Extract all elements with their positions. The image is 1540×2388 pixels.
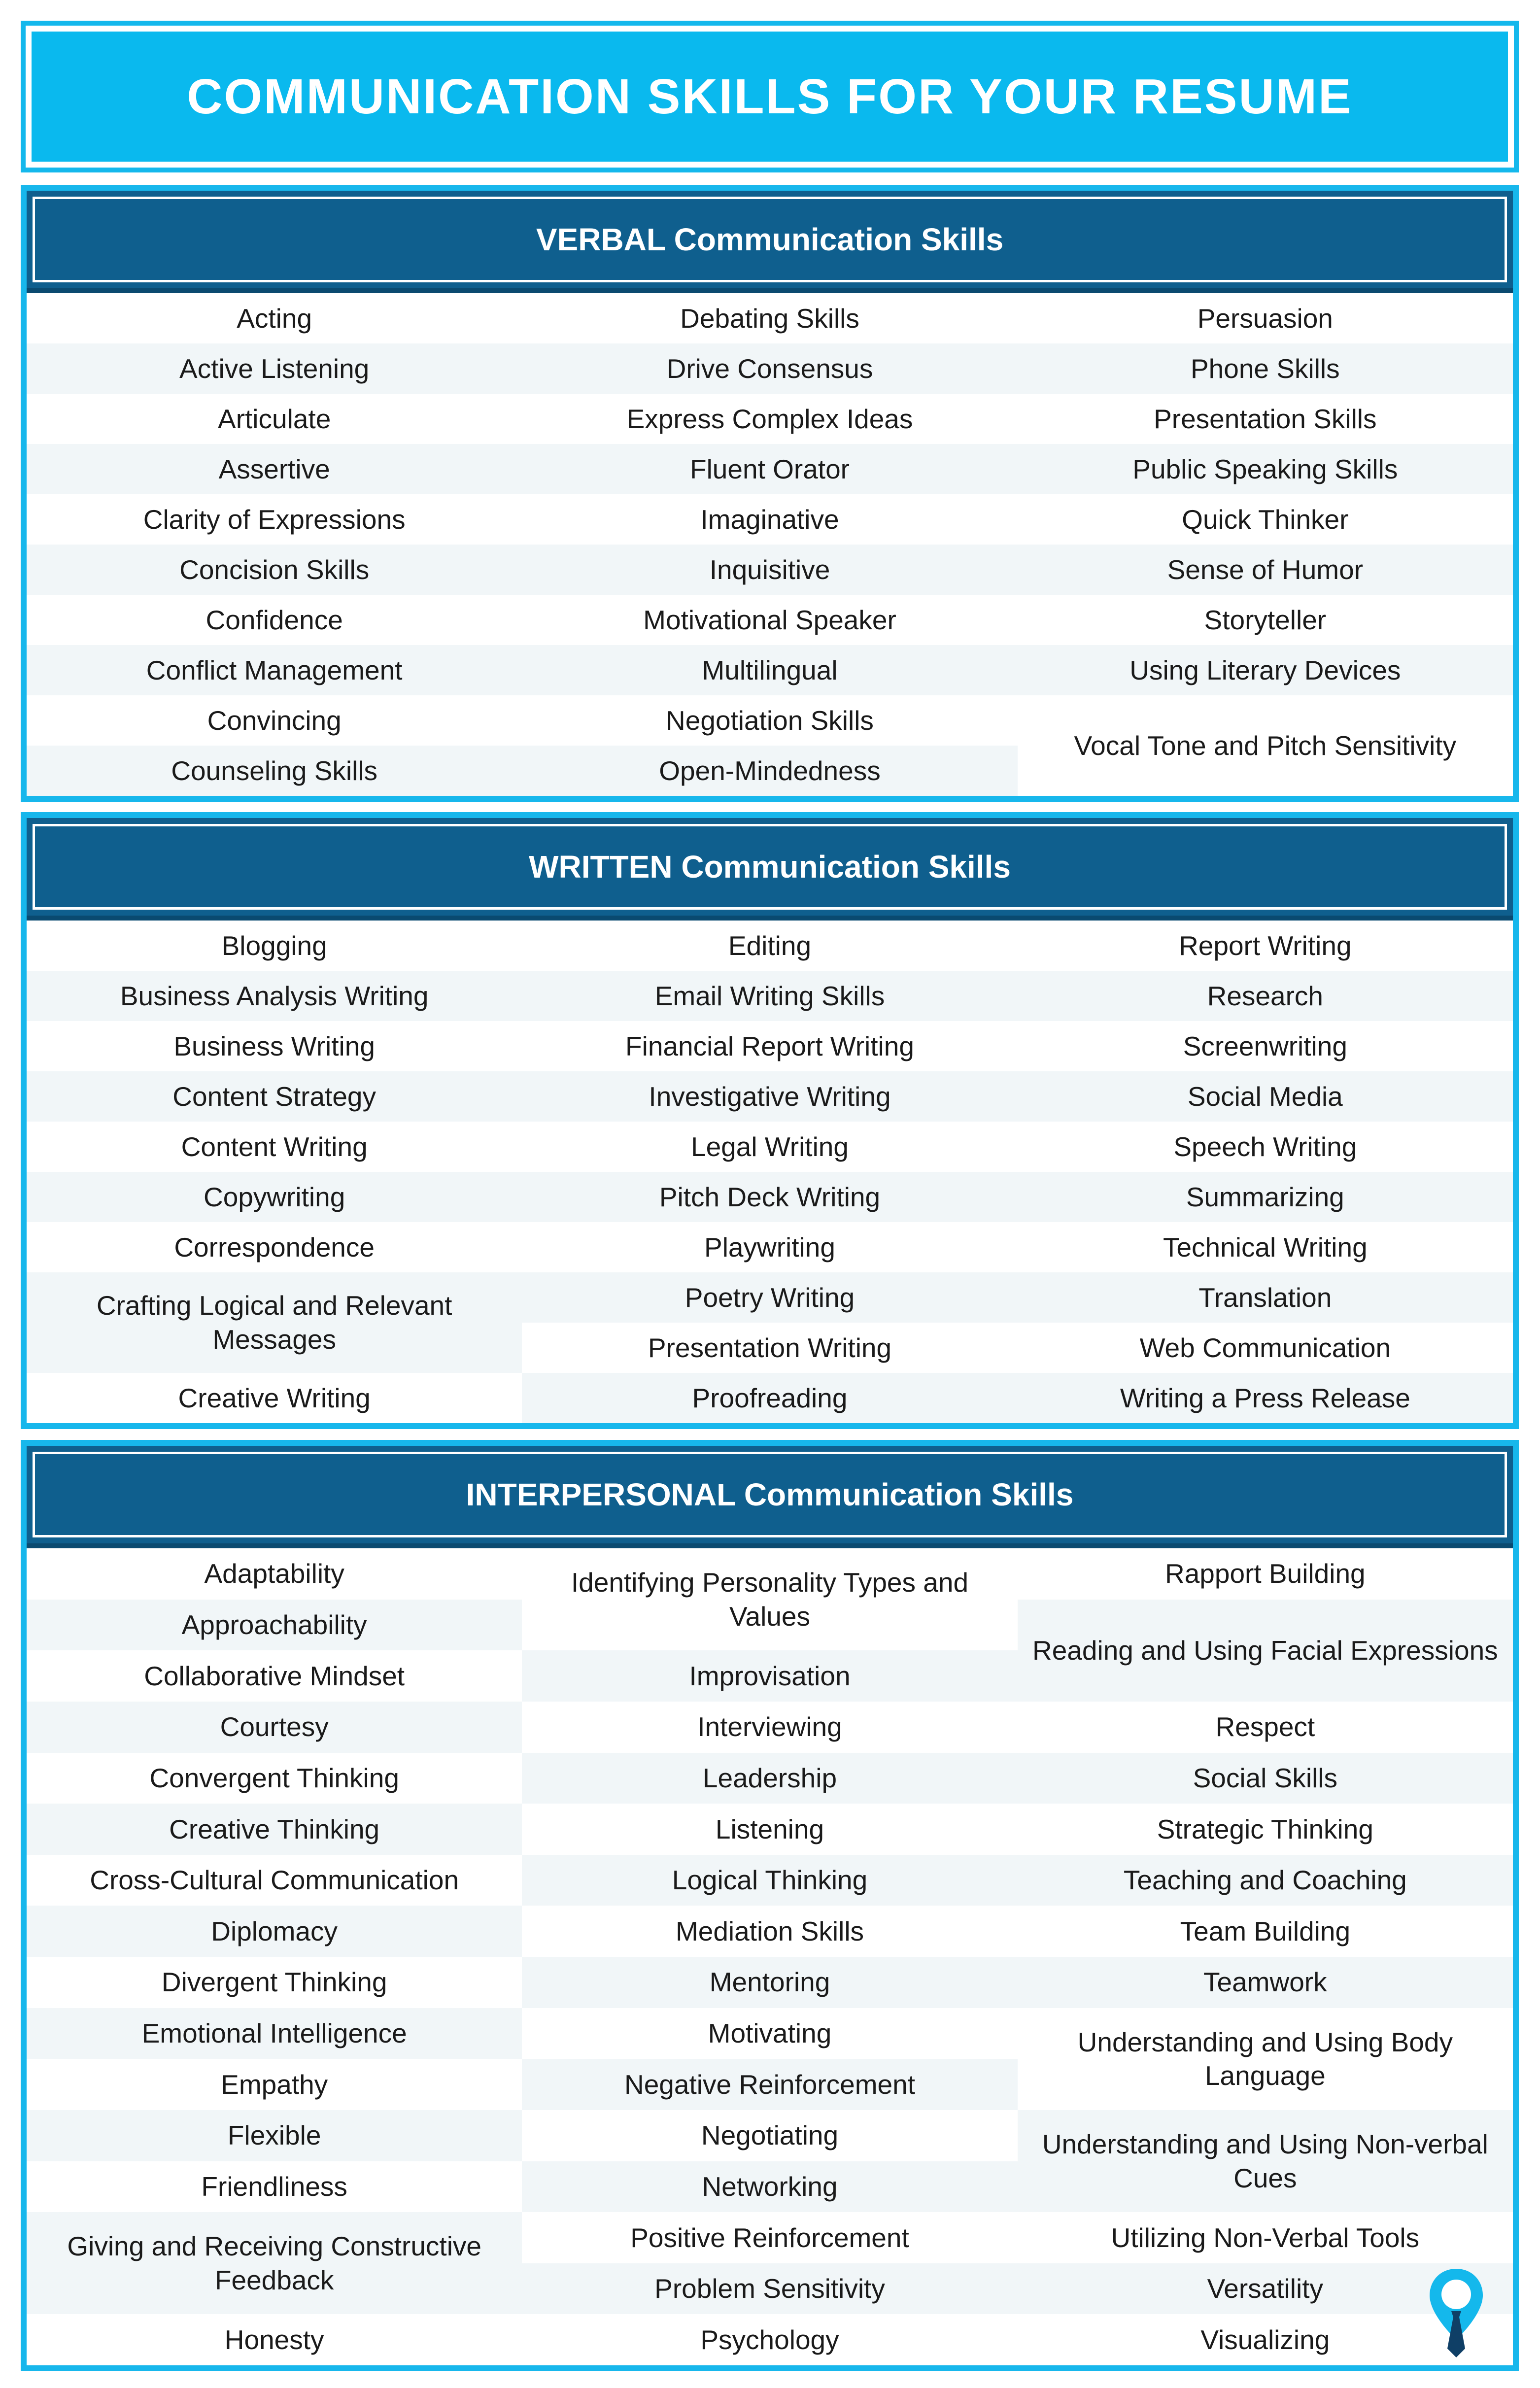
skill-item: Content Writing <box>181 1131 368 1162</box>
skill-item: Logical Thinking <box>522 1855 1017 1906</box>
skill-item: Summarizing <box>1018 1172 1513 1222</box>
skill-item: Psychology <box>700 2324 839 2355</box>
section-header <box>27 191 1513 293</box>
skill-item: Convergent Thinking <box>149 1762 399 1793</box>
skill-item: Confidence <box>205 604 343 635</box>
skill-item: Problem Sensitivity <box>522 2263 1017 2315</box>
skill-item: Content Strategy <box>27 1071 522 1122</box>
page-title: COMMUNICATION SKILLS FOR YOUR RESUME <box>187 68 1353 124</box>
skills-column <box>1018 921 1513 1423</box>
skill-item: Understanding and Using Non-verbal Cues <box>1018 2110 1513 2212</box>
skill-item: Crafting Logical and Relevant Messages <box>27 1272 522 1373</box>
skill-item: Public Speaking Skills <box>1018 444 1513 494</box>
skills-grid <box>27 1548 1513 2365</box>
title-banner <box>21 21 1519 172</box>
skill-item: Emotional Intelligence <box>27 2008 522 2059</box>
skill-item: Reading and Using Facial Expressions <box>1018 1600 1513 1702</box>
section-verbal <box>21 185 1519 802</box>
skill-item: Adaptability <box>204 1558 344 1589</box>
skill-item: Creative Writing <box>178 1382 371 1413</box>
skill-item: Articulate <box>218 403 331 434</box>
skills-grid <box>27 293 1513 796</box>
skill-item: Blogging <box>221 930 327 961</box>
section-header <box>27 818 1513 921</box>
skill-item: Networking <box>522 2161 1017 2213</box>
skill-item: Speech Writing <box>1173 1131 1357 1162</box>
skills-column <box>27 921 522 1423</box>
section-written <box>21 812 1519 1429</box>
section-header <box>27 1446 1513 1548</box>
skill-item: Translation <box>1018 1272 1513 1323</box>
skill-item: Fluent Orator <box>522 444 1017 494</box>
skill-item: Identifying Personality Types and Values <box>571 1567 969 1632</box>
section-title: VERBAL Communication Skills <box>536 222 1004 257</box>
skill-item: Presentation Skills <box>1154 403 1377 434</box>
skill-item: Poetry Writing <box>522 1272 1017 1323</box>
section-interpersonal <box>21 1440 1519 2371</box>
skill-item: Concision Skills <box>27 545 522 595</box>
skill-item: Courtesy <box>27 1702 522 1753</box>
skill-item: Storyteller <box>1204 604 1327 635</box>
skill-item: Quick Thinker <box>1182 504 1349 535</box>
section-header-inner <box>33 824 1507 910</box>
skill-item: Flexible <box>27 2110 522 2161</box>
skill-item: Writing a Press Release <box>1018 1373 1513 1423</box>
skill-item: Inquisitive <box>522 545 1017 595</box>
skill-item: Using Literary Devices <box>1018 645 1513 695</box>
skill-item: Visualizing <box>1200 2324 1330 2355</box>
skill-item: Negotiation Skills <box>666 705 874 736</box>
skill-item: Divergent Thinking <box>161 1967 387 1998</box>
skill-item: Copywriting <box>27 1172 522 1222</box>
skills-grid <box>27 921 1513 1423</box>
skill-item: Research <box>1018 971 1513 1021</box>
skill-item: Conflict Management <box>27 645 522 695</box>
skill-item: Express Complex Ideas <box>626 403 913 434</box>
skill-item: Approachability <box>27 1600 522 1651</box>
skill-item: Negative Reinforcement <box>522 2059 1017 2110</box>
skill-item: Investigative Writing <box>522 1071 1017 1122</box>
skill-item: Phone Skills <box>1018 343 1513 394</box>
section-header-inner <box>33 197 1507 282</box>
skill-item: Understanding and Using Body Language <box>1077 2026 1453 2091</box>
skill-item: Correspondence <box>174 1231 375 1262</box>
skill-item: Multilingual <box>522 645 1017 695</box>
skill-item: Diplomacy <box>27 1906 522 1957</box>
skill-item: Acting <box>237 303 312 334</box>
skill-item: Presentation Writing <box>648 1332 892 1363</box>
title-banner-inner <box>32 32 1508 162</box>
skill-item: Proofreading <box>522 1373 1017 1423</box>
skill-item: Utilizing Non-Verbal Tools <box>1111 2222 1420 2253</box>
skill-item: Drive Consensus <box>522 343 1017 394</box>
skill-item: Motivating <box>708 2018 832 2049</box>
skills-column <box>27 293 522 796</box>
skill-item: Collaborative Mindset <box>144 1660 405 1691</box>
skill-item: Debating Skills <box>680 303 859 334</box>
skill-item: Technical Writing <box>1163 1231 1368 1262</box>
skill-item: Legal Writing <box>691 1131 849 1162</box>
skill-item: Cross-Cultural Communication <box>90 1865 459 1896</box>
skill-item: Creative Thinking <box>27 1804 522 1855</box>
skill-item: Versatility <box>1018 2263 1513 2315</box>
skills-column <box>522 293 1017 796</box>
skill-item: Report Writing <box>1179 930 1352 961</box>
skill-item: Teaching and Coaching <box>1018 1855 1513 1906</box>
skill-item: Persuasion <box>1197 303 1333 334</box>
map-pin-necktie-icon <box>1427 2266 1486 2359</box>
skill-item: Mentoring <box>522 1957 1017 2008</box>
skill-item: Editing <box>728 930 812 961</box>
skill-item: Business Analysis Writing <box>27 971 522 1021</box>
skill-item: Teamwork <box>1018 1957 1513 2008</box>
skill-item: Assertive <box>27 444 522 494</box>
section-header-inner <box>33 1452 1507 1537</box>
skill-item: Screenwriting <box>1183 1030 1347 1061</box>
skill-item: Business Writing <box>173 1030 375 1061</box>
skills-column <box>27 1548 522 2365</box>
skill-item: Imaginative <box>700 504 839 535</box>
skill-item: Open-Mindedness <box>522 746 1017 796</box>
skills-column <box>522 1548 1017 2365</box>
skill-item: Improvisation <box>522 1650 1017 1702</box>
skill-item: Social Media <box>1018 1071 1513 1122</box>
skill-item: Leadership <box>522 1753 1017 1804</box>
skill-item: Social Skills <box>1018 1753 1513 1804</box>
skill-item: Positive Reinforcement <box>630 2222 909 2253</box>
skill-item: Web Communication <box>1139 1332 1391 1363</box>
section-title: WRITTEN Communication Skills <box>529 849 1011 885</box>
skill-item: Negotiating <box>701 2120 839 2151</box>
skill-item: Strategic Thinking <box>1157 1813 1373 1844</box>
skill-item: Respect <box>1215 1711 1315 1742</box>
skill-item: Listening <box>715 1813 824 1844</box>
section-title: INTERPERSONAL Communication Skills <box>466 1477 1074 1512</box>
skill-item: Playwriting <box>704 1231 835 1262</box>
skill-item: Active Listening <box>27 343 522 394</box>
skills-column <box>1018 1548 1513 2365</box>
skill-item: Honesty <box>224 2324 324 2355</box>
skills-column <box>522 921 1017 1423</box>
skill-item: Rapport Building <box>1164 1558 1366 1589</box>
skill-item: Sense of Humor <box>1018 545 1513 595</box>
skill-item: Motivational Speaker <box>643 604 896 635</box>
skill-item: Email Writing Skills <box>522 971 1017 1021</box>
skill-item: Clarity of Expressions <box>143 504 406 535</box>
skill-item: Pitch Deck Writing <box>522 1172 1017 1222</box>
skill-item: Empathy <box>221 2069 328 2100</box>
skill-item: Mediation Skills <box>675 1915 864 1946</box>
skill-item: Vocal Tone and Pitch Sensitivity <box>1074 730 1457 761</box>
skill-item: Team Building <box>1180 1915 1351 1946</box>
skill-item: Counseling Skills <box>27 746 522 796</box>
skill-item: Friendliness <box>201 2171 347 2202</box>
skill-item: Financial Report Writing <box>625 1030 914 1061</box>
skill-item: Interviewing <box>697 1711 842 1742</box>
skills-column <box>1018 293 1513 796</box>
skill-item: Convincing <box>207 705 342 736</box>
skill-item: Giving and Receiving Constructive Feedback <box>27 2212 522 2314</box>
